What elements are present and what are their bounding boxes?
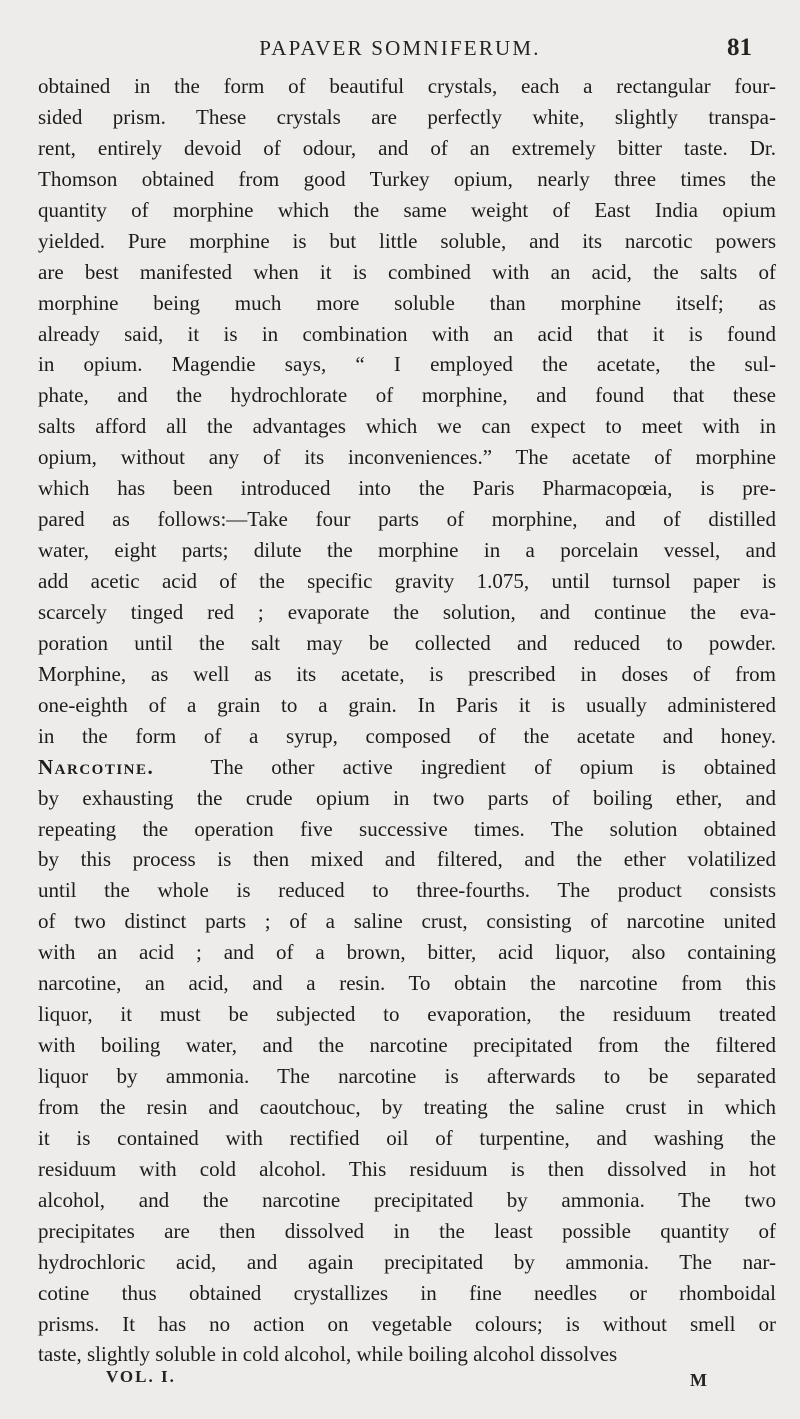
text-line: scarcely tinged red ; evaporate the solution, and continue the eva- [38, 599, 776, 624]
text-line: in opium. Magendie says, “ I employed the acetate, the sul- [38, 352, 776, 377]
text-line: liquor, it must be subjected to evaporation, the residuum treated [38, 1002, 776, 1027]
text-line: narcotine, an acid, and a resin. To obtain the narcotine from this [38, 971, 776, 996]
volume-label: VOL. I. [106, 1367, 176, 1386]
text-line: Morphine, as well as its acetate, is prescribed in doses of from [38, 661, 776, 686]
page-footer [0, 1367, 800, 1397]
body-text [38, 71, 776, 1370]
text-line: precipitates are then dissolved in the least possible quantity of [38, 1218, 776, 1243]
running-title: PAPAVER SOMNIFERUM. [259, 36, 541, 60]
text-line: taste, slightly soluble in cold alcohol, while boiling alcohol dissolves [38, 1342, 618, 1367]
text-line: are best manifested when it is combined with an acid, the salts of [38, 259, 776, 284]
text-line: yielded. Pure morphine is but little soluble, and its narcotic powers [38, 228, 776, 253]
text-span: The other active ingredient of opium is obtained [210, 754, 777, 779]
text-line: hydrochloric acid, and again precipitated by ammonia. The nar- [38, 1249, 776, 1274]
text-line: water, eight parts; dilute the morphine in a porcelain vessel, and [38, 538, 776, 563]
text-line: pared as follows:—Take four parts of morphine, and of distilled [38, 507, 776, 532]
text-line: already said, it is in combination with an acid that it is found [38, 321, 776, 346]
text-line: opium, without any of its inconveniences.” The acetate of morphine [38, 445, 776, 470]
text-line: from the resin and caoutchouc, by treating the saline crust in which [38, 1094, 776, 1119]
page-number: 81 [727, 34, 752, 61]
text-line: until the whole is reduced to three-fourths. The product consists [38, 878, 776, 903]
text-line: in the form of a syrup, composed of the acetate and honey. [38, 723, 776, 748]
narcotine-heading-line [38, 752, 776, 783]
text-line: prisms. It has no action on vegetable colours; is without smell or [38, 1311, 776, 1336]
text-line: with an acid ; and of a brown, bitter, acid liquor, also containing [38, 940, 776, 965]
text-line: add acetic acid of the specific gravity 1.075, until turnsol paper is [38, 569, 776, 593]
text-line: poration until the salt may be collected and reduced to powder. [38, 630, 776, 655]
text-line: Thomson obtained from good Turkey opium, nearly three times the [38, 166, 776, 191]
text-line: phate, and the hydrochlorate of morphine, and found that these [38, 383, 776, 408]
text-line: quantity of morphine which the same weight of East India opium [38, 197, 776, 222]
text-line: cotine thus obtained crystallizes in fine needles or rhomboidal [38, 1280, 776, 1305]
text-line: rent, entirely devoid of odour, and of an extremely bitter taste. Dr. [38, 135, 776, 160]
text-line: sided prism. These crystals are perfectly white, slightly transpa- [38, 104, 776, 129]
text-line: by exhausting the crude opium in two parts of boiling ether, and [38, 785, 776, 810]
section-heading: Narcotine. [38, 754, 155, 779]
text-line: morphine being much more soluble than morphine itself; as [38, 290, 776, 315]
signature-mark: M [690, 1370, 707, 1390]
text-line: which has been introduced into the Paris Pharmacopœia, is pre- [38, 476, 776, 501]
text-line: alcohol, and the narcotine precipitated by ammonia. The two [38, 1187, 776, 1212]
text-line: obtained in the form of beautiful crystals, each a rectangular four- [38, 74, 776, 98]
text-line: with boiling water, and the narcotine precipitated from the filtered [38, 1033, 776, 1058]
text-line: of two distinct parts ; of a saline crust, consisting of narcotine united [38, 909, 776, 934]
text-line: repeating the operation five successive times. The solution obtained [38, 816, 776, 841]
text-line: by this process is then mixed and filtered, and the ether volatilized [38, 847, 776, 872]
text-line: it is contained with rectified oil of turpentine, and washing the [38, 1125, 776, 1150]
text-line: liquor by ammonia. The narcotine is afterwards to be separated [38, 1064, 776, 1088]
text-line: residuum with cold alcohol. This residuum is then dissolved in hot [38, 1156, 776, 1181]
running-head [0, 36, 800, 66]
text-line: one-eighth of a grain to a grain. In Paris it is usually administered [38, 692, 776, 717]
text-line: salts afford all the advantages which we can expect to meet with in [38, 414, 776, 439]
